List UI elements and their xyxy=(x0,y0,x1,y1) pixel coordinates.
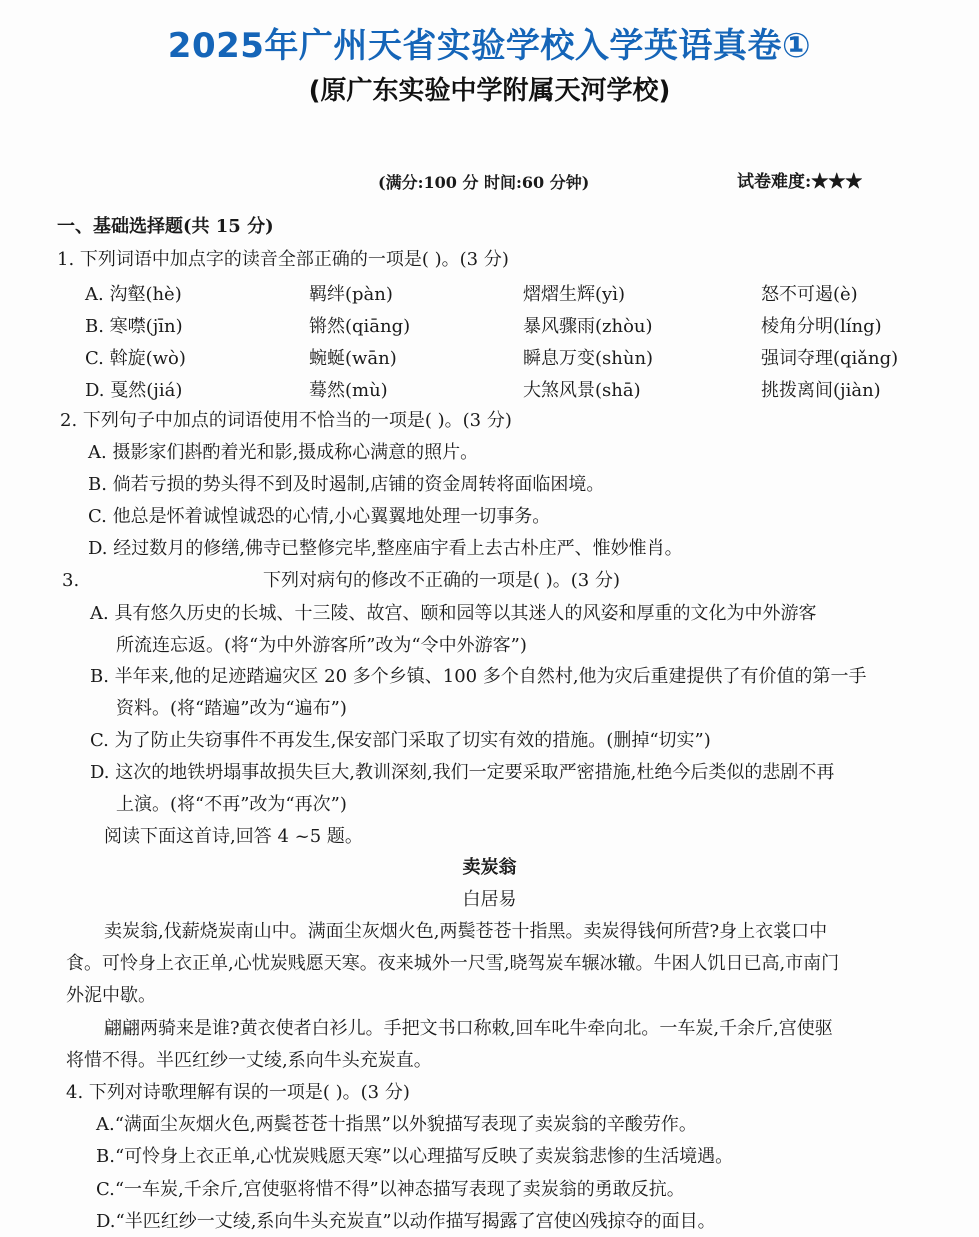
q4-option-c: C.“一车炭,千余斤,宫使驱将惜不得”以神态描写表现了卖炭翁的勇敢反抗。 xyxy=(96,1179,685,1200)
q3-option-a: A. 具有悠久历史的长城、十三陵、故宫、颐和园等以其迷人的风姿和厚重的文化为中外游客 xyxy=(90,603,817,624)
poem-line: 外泥中歇。 xyxy=(66,985,156,1006)
question-3-number: 3. xyxy=(62,570,80,591)
q3-option-d-cont: 上演。(将“不再”改为“再次”) xyxy=(116,794,347,815)
q1-b-2: 锵然(qiāng) xyxy=(309,316,411,337)
poem-line: 将惜不得。半匹红纱一丈绫,系向牛头充炭直。 xyxy=(66,1050,432,1071)
q1-d-4: 挑拨离间(jiàn) xyxy=(761,380,881,401)
q1-a-3: 熠熠生辉(yì) xyxy=(523,284,625,305)
q1-d-3: 大煞风景(shā) xyxy=(523,380,641,401)
q1-c-2: 蜿蜒(wān) xyxy=(309,348,397,369)
q1-c-3: 瞬息万变(shùn) xyxy=(523,348,654,369)
q1-b-4: 棱角分明(líng) xyxy=(761,316,882,337)
q3-option-b: B. 半年来,他的足迹踏遍灾区 20 多个乡镇、100 多个自然村,他为灾后重建提供了有价值的第一手 xyxy=(90,666,867,687)
poem-author: 白居易 xyxy=(462,889,517,910)
q1-a-2: 羁绊(pàn) xyxy=(309,284,393,305)
score-time-info: (满分:100 分 时间:60 分钟) xyxy=(378,173,590,192)
question-1-stem: 1. 下列词语中加点字的读音全部正确的一项是( )。(3 分) xyxy=(57,249,509,270)
page-subtitle: (原广东实验中学附属天河学校) xyxy=(308,76,671,106)
q1-a-4: 怒不可遏(è) xyxy=(761,284,858,305)
q2-option-b: B. 倘若亏损的势头得不到及时遏制,店铺的资金周转将面临困境。 xyxy=(88,474,605,495)
poem-line: 卖炭翁,伐薪烧炭南山中。满面尘灰烟火色,两鬓苍苍十指黑。卖炭得钱何所营?身上衣裳口中 xyxy=(104,921,828,942)
question-3-stem: 下列对病句的修改不正确的一项是( )。(3 分) xyxy=(263,570,620,591)
q3-option-a-cont: 所流连忘返。(将“为中外游客所”改为“令中外游客”) xyxy=(116,635,527,656)
q4-option-b: B.“可怜身上衣正单,心忧炭贱愿天寒”以心理描写反映了卖炭翁悲惨的生活境遇。 xyxy=(96,1146,734,1167)
poem-title: 卖炭翁 xyxy=(462,857,517,878)
difficulty-rating: 试卷难度:★★★ xyxy=(737,172,863,192)
question-2-stem: 2. 下列句子中加点的词语使用不恰当的一项是( )。(3 分) xyxy=(60,410,512,431)
q3-option-d: D. 这次的地铁坍塌事故损失巨大,教训深刻,我们一定要采取严密措施,杜绝今后类似的悲剧不再 xyxy=(90,762,835,783)
poem-line: 翩翩两骑来是谁?黄衣使者白衫儿。手把文书口称敕,回车叱牛牵向北。一车炭,千余斤,宫使驱 xyxy=(104,1018,833,1039)
poem-line: 食。可怜身上衣正单,心忧炭贱愿天寒。夜来城外一尺雪,晓驾炭车辗冰辙。牛困人饥日已高,市南门 xyxy=(66,953,840,974)
q2-option-a: A. 摄影家们斟酌着光和影,摄成称心满意的照片。 xyxy=(88,442,479,463)
q1-c-4: 强词夺理(qiǎng) xyxy=(761,348,899,369)
q4-option-a: A.“满面尘灰烟火色,两鬓苍苍十指黑”以外貌描写表现了卖炭翁的辛酸劳作。 xyxy=(96,1114,697,1135)
q3-option-c: C. 为了防止失窃事件不再发生,保安部门采取了切实有效的措施。(删掉“切实”) xyxy=(90,730,711,751)
reading-intro: 阅读下面这首诗,回答 4 ~5 题。 xyxy=(104,826,363,847)
q3-option-b-cont: 资料。(将“踏遍”改为“遍布”) xyxy=(116,698,347,719)
page-title: 2025年广州天省实验学校入学英语真卷① xyxy=(167,26,812,66)
q4-option-d: D.“半匹红纱一丈绫,系向牛头充炭直”以动作描写揭露了宫使凶残掠夺的面目。 xyxy=(96,1211,716,1232)
q1-d-2: 蓦然(mù) xyxy=(309,380,388,401)
q1-d-1: D. 戛然(jiá) xyxy=(85,380,183,401)
q1-b-1: B. 寒噤(jīn) xyxy=(85,316,183,337)
q1-b-3: 暴风骤雨(zhòu) xyxy=(523,316,653,337)
q2-option-d: D. 经过数月的修缮,佛寺已整修完毕,整座庙宇看上去古朴庄严、惟妙惟肖。 xyxy=(88,538,683,559)
q1-c-1: C. 斡旋(wò) xyxy=(85,348,186,369)
q1-a-1: A. 沟壑(hè) xyxy=(85,284,182,305)
question-4-stem: 4. 下列对诗歌理解有误的一项是( )。(3 分) xyxy=(66,1082,410,1103)
section-heading: 一、基础选择题(共 15 分) xyxy=(57,216,274,237)
q2-option-c: C. 他总是怀着诚惶诚恐的心情,小心翼翼地处理一切事务。 xyxy=(88,506,551,527)
